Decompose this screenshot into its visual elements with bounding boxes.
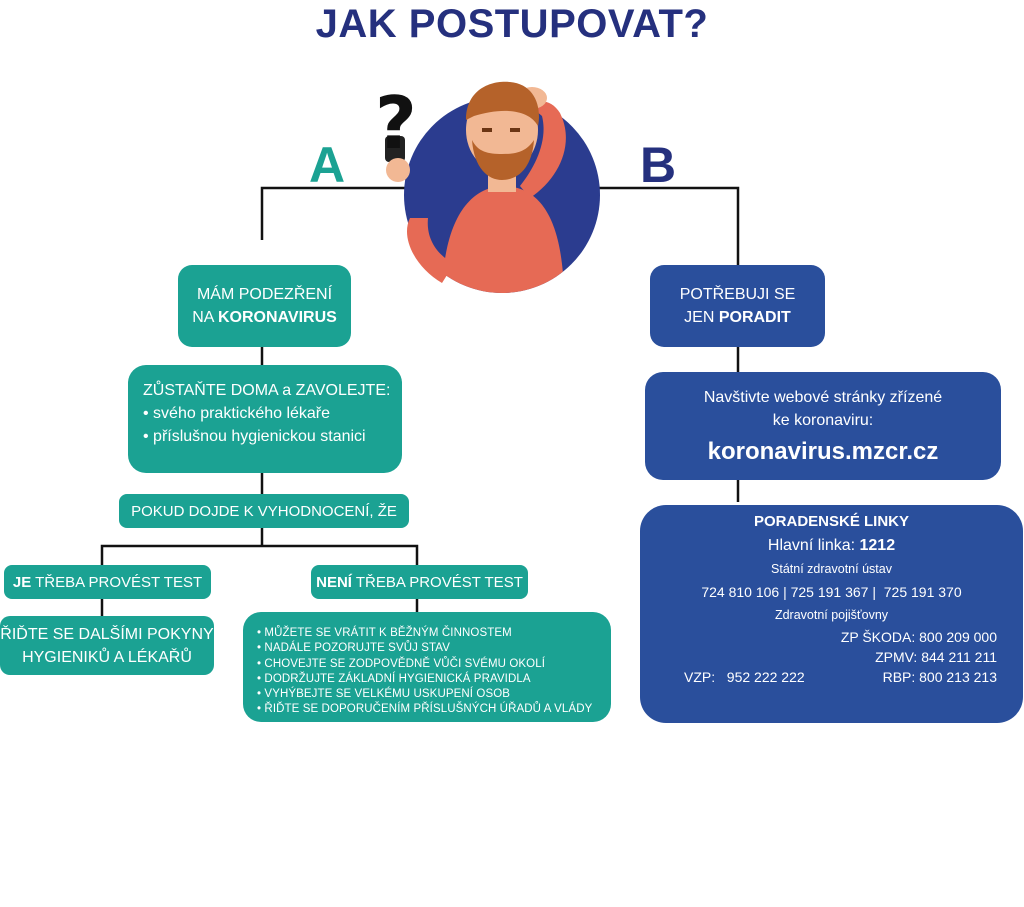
insurer-left: OZP: 261 105 555 <box>684 849 807 865</box>
no-test-item: • VYHÝBEJTE SE VELKÉMU USKUPENÍ OSOB <box>257 687 611 702</box>
insurer-right: RBP: 800 213 213 <box>882 669 997 685</box>
no-test-item: • DODRŽUJTE ZÁKLADNÍ HYGIENICKÁ PRAVIDLA <box>257 672 611 687</box>
connector-b-top <box>598 188 738 266</box>
website-line1: Navštivte webové stránky zřízené <box>703 389 943 406</box>
test-needed-rest: TŘEBA PROVÉST TEST <box>31 573 203 591</box>
no-test-item: • ŘIĎTE SE DOPORUČENÍM PŘÍSLUŠNÝCH ÚŘADŮ A VLÁDY <box>257 702 611 717</box>
main-hotline-number: 1212 <box>859 537 896 554</box>
test-needed-bold: JE <box>12 573 32 591</box>
main-hotline-label: Hlavní linka: <box>767 537 860 554</box>
advice-line2-bold: PORADIT <box>718 309 791 326</box>
stay-home-item: • příslušnou hygienickou stanici <box>143 425 402 448</box>
insurer-right: ZP ŠKODA: 800 209 000 <box>840 629 997 645</box>
insurer-left: VoZP: 844 888 888 <box>684 729 804 745</box>
no-test-instructions-box <box>243 612 611 722</box>
hotlines-heading: PORADENSKÉ LINKY <box>753 513 910 530</box>
advice-line1: POTŘEBUJI SE <box>679 286 796 303</box>
insurers-list <box>640 625 1023 907</box>
suspicion-box <box>178 265 351 347</box>
szu-numbers: 724 810 106 | 725 191 367 | 725 191 370 <box>701 584 962 600</box>
follow-instructions-line2: HYGIENIKŮ A LÉKAŘŮ <box>22 648 192 666</box>
follow-instructions-line1: ŘIĎTE SE DALŠÍMI POKYNY <box>0 625 214 643</box>
no-test-item: • CHOVEJTE SE ZODPOVĚDNĚ VŮČI SVÉMU OKOLÍ <box>257 657 611 672</box>
branch-a-letter: A <box>309 137 346 193</box>
evaluation-box: POKUD DOJDE K VYHODNOCENÍ, ŽE <box>119 494 409 528</box>
insurer-left: VZP: 952 222 222 <box>684 669 805 685</box>
test-not-needed-bold: NENÍ <box>316 573 352 591</box>
question-mark-icon: ? <box>375 81 417 165</box>
connector-split <box>102 546 417 566</box>
hotlines-box <box>640 505 1023 865</box>
test-needed-box <box>4 565 211 599</box>
no-test-item: • MŮŽETE SE VRÁTIT K BĚŽNÝM ČINNOSTEM <box>257 626 611 641</box>
insurer-right: ZPMV: 844 211 211 <box>875 649 997 665</box>
stay-home-box <box>128 365 402 473</box>
website-line2: ke koronaviru: <box>772 412 874 429</box>
follow-instructions-box <box>0 616 214 675</box>
stay-home-item: • svého praktického lékaře <box>143 402 402 425</box>
no-test-item: • NADÁLE POZORUJTE SVŮJ STAV <box>257 641 611 656</box>
confused-man-illustration <box>370 68 610 293</box>
test-not-needed-rest: TŘEBA PROVÉST TEST <box>351 573 523 591</box>
test-not-needed-box <box>311 565 528 599</box>
suspicion-line2-bold: KORONAVIRUS <box>217 309 337 326</box>
szu-label: Státní zdravotní ústav <box>771 562 892 576</box>
website-box <box>645 372 1001 480</box>
insurers-label: Zdravotní pojišťovny <box>774 608 889 622</box>
advice-line2-prefix: JEN <box>684 309 719 326</box>
stay-home-heading: ZŮSTAŇTE DOMA a ZAVOLEJTE: <box>143 382 391 399</box>
insurer-left: ČPZP: 810 800 000 <box>684 789 807 805</box>
main-hotline <box>640 533 1023 559</box>
page-title: JAK POSTUPOVAT? <box>315 2 709 46</box>
suspicion-line1: MÁM PODEZŘENÍ <box>196 286 333 303</box>
website-url-link[interactable]: koronavirus.mzcr.cz <box>707 438 939 465</box>
suspicion-line2-prefix: NA <box>192 309 218 326</box>
branch-b-letter: B <box>640 137 677 193</box>
advice-box <box>650 265 825 347</box>
